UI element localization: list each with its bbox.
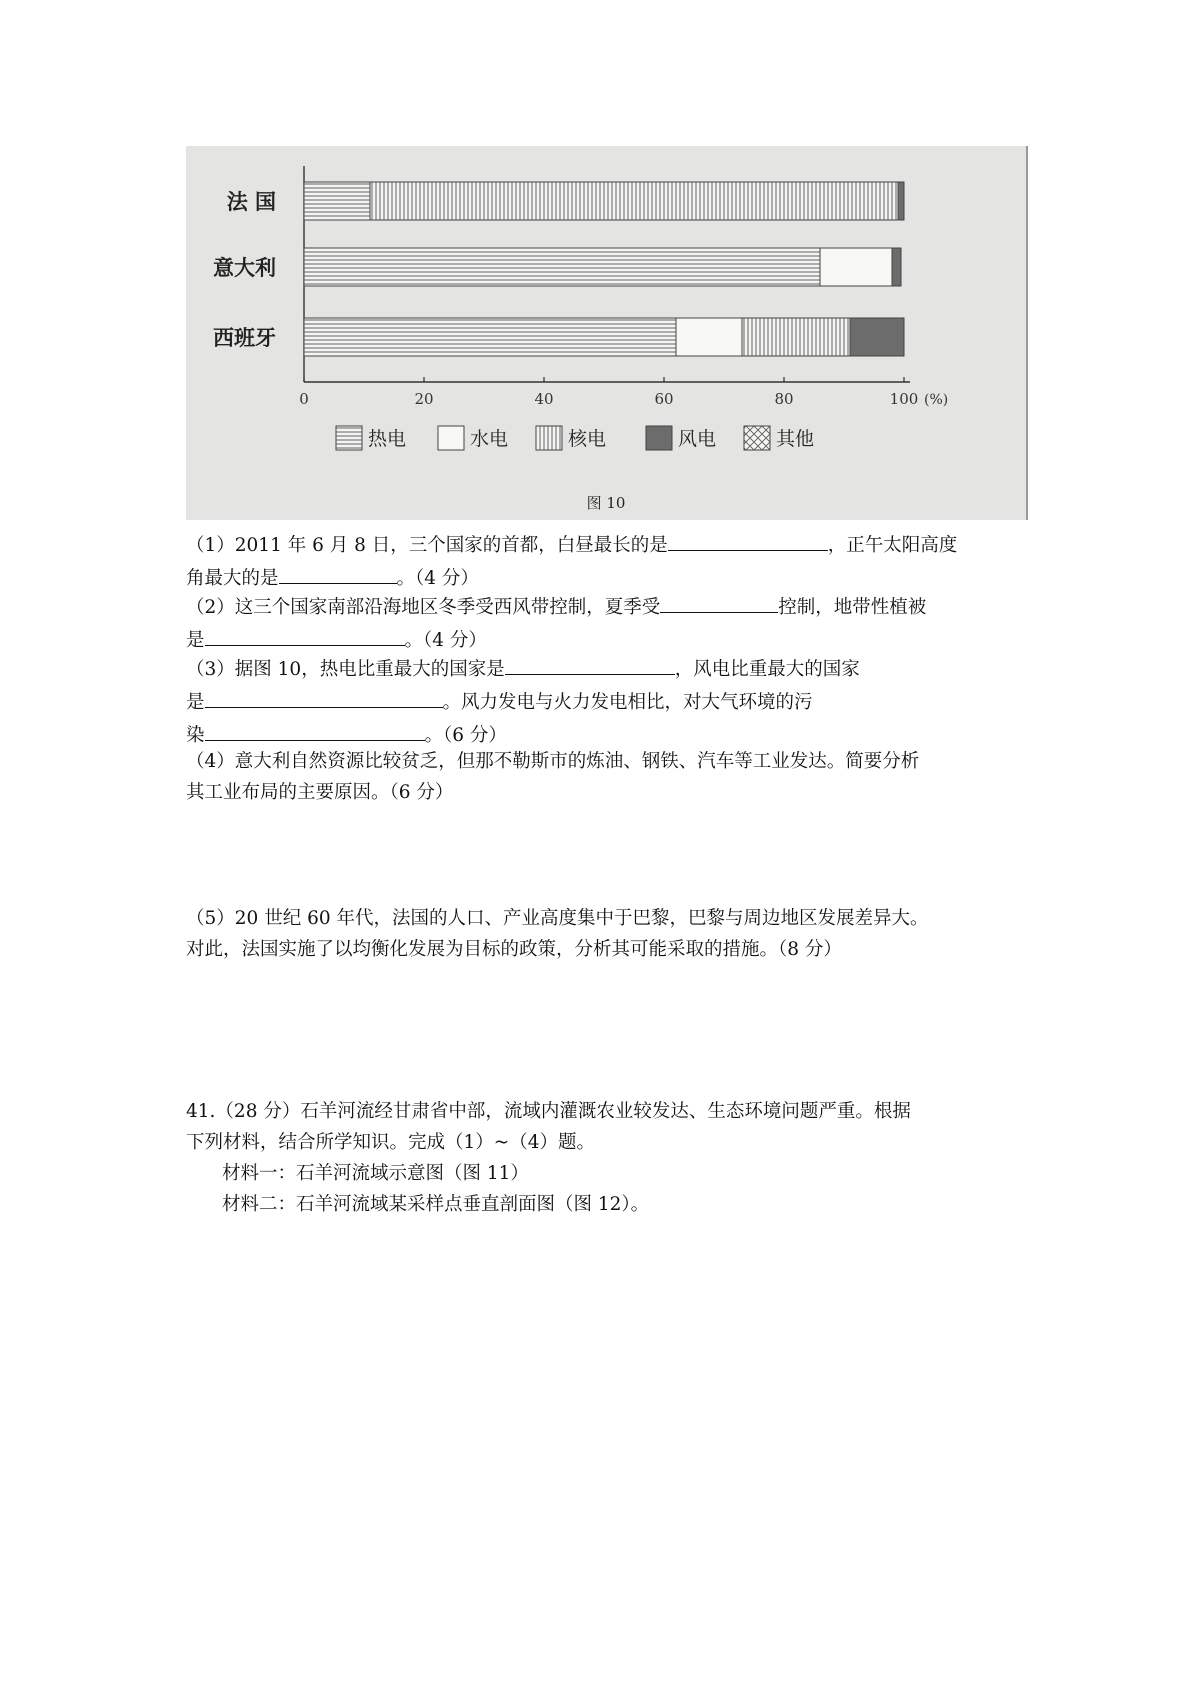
- q5-line-1: （5）20 世纪 60 年代，法国的人口、产业高度集中于巴黎，巴黎与周边地区发展差异大。: [186, 908, 929, 929]
- q41-line-1: 41.（28 分）石羊河流经甘肃省中部，流域内灌溉农业较发达、生态环境问题严重。根据: [186, 1101, 911, 1122]
- q2-text-d: 。（4 分）: [404, 630, 487, 651]
- x-tick-label: 20: [414, 390, 434, 408]
- question-2: [186, 590, 1026, 656]
- q1-text-d: 。（4 分）: [396, 568, 479, 589]
- bar-segment: [850, 318, 904, 356]
- category-label: 法 国: [226, 189, 276, 214]
- q3-text-a: （3）据图 10，热电比重最大的国家是: [186, 659, 505, 680]
- q3-blank-1[interactable]: [505, 652, 675, 675]
- x-tick-label: 0: [299, 390, 309, 408]
- q1-text-a: （1）2011 年 6 月 8 日，三个国家的首都，白昼最长的是: [186, 535, 668, 556]
- legend-label: 核电: [568, 428, 607, 450]
- q4-line-2: 其工业布局的主要原因。（6 分）: [186, 782, 454, 803]
- x-unit-label: (%): [924, 392, 949, 408]
- legend-label: 热电: [368, 428, 407, 450]
- chart-canvas: [186, 146, 1026, 520]
- bar-segment: [304, 182, 370, 220]
- bar-segment: [304, 248, 820, 286]
- x-tick-label: 80: [774, 390, 794, 408]
- figure-caption: 图 10: [586, 494, 626, 512]
- bar-segment: [898, 182, 904, 220]
- x-tick-label: 100: [889, 390, 919, 408]
- x-tick-label: 60: [654, 390, 674, 408]
- q2-text-c: 是: [186, 630, 205, 651]
- q2-text-a: （2）这三个国家南部沿海地区冬季受西风带控制，夏季受: [186, 597, 661, 618]
- q3-text-b: ，风电比重最大的国家: [674, 659, 860, 680]
- q2-blank-2[interactable]: [205, 623, 405, 646]
- legend-swatch: [646, 426, 672, 450]
- legend-swatch: [336, 426, 362, 450]
- q5-line-2: 对此，法国实施了以均衡化发展为目标的政策，分析其可能采取的措施。（8 分）: [186, 939, 842, 960]
- legend-label: 水电: [470, 428, 509, 450]
- bar-segment: [742, 318, 850, 356]
- category-label: 意大利: [213, 255, 276, 280]
- legend-swatch: [536, 426, 562, 450]
- q1-blank-2[interactable]: [279, 561, 397, 584]
- bar-segment: [892, 248, 901, 286]
- bar-segment: [304, 318, 676, 356]
- q41-line-2: 下列材料，结合所学知识。完成（1）~（4）题。: [186, 1132, 596, 1153]
- q3-blank-3[interactable]: [205, 718, 425, 741]
- q3-text-f: 。（6 分）: [424, 725, 507, 746]
- category-label: 西班牙: [213, 325, 276, 350]
- q1-text-b: ，正午太阳高度: [827, 535, 958, 556]
- question-3: [186, 652, 1026, 751]
- q2-text-b: 控制，地带性植被: [778, 597, 927, 618]
- question-4: [186, 746, 1026, 808]
- q41-material-2: 材料二：石羊河流域某采样点垂直剖面图（图 12）。: [222, 1194, 650, 1215]
- legend-swatch: [438, 426, 464, 450]
- legend-swatch: [744, 426, 770, 450]
- bar-segment: [676, 318, 742, 356]
- q41-material-1: 材料一：石羊河流域示意图（图 11）: [222, 1163, 529, 1184]
- bar-segment: [370, 182, 898, 220]
- q3-text-e: 染: [186, 725, 205, 746]
- legend-label: 风电: [678, 428, 717, 450]
- q3-text-c: 是: [186, 692, 205, 713]
- question-1: [186, 528, 1026, 594]
- x-tick-label: 40: [534, 390, 554, 408]
- q1-text-c: 角最大的是: [186, 568, 279, 589]
- q3-blank-2[interactable]: [205, 685, 443, 708]
- energy-structure-chart: [186, 146, 1028, 520]
- question-41: [186, 1096, 1026, 1220]
- q4-line-1: （4）意大利自然资源比较贫乏，但那不勒斯市的炼油、钢铁、汽车等工业发达。简要分析: [186, 751, 920, 772]
- q3-text-d: 。风力发电与火力发电相比，对大气环境的污: [442, 692, 813, 713]
- legend-label: 其他: [776, 428, 815, 450]
- bar-segment: [820, 248, 892, 286]
- q2-blank-1[interactable]: [660, 590, 778, 613]
- q1-blank-1[interactable]: [668, 528, 828, 551]
- question-5: [186, 903, 1026, 965]
